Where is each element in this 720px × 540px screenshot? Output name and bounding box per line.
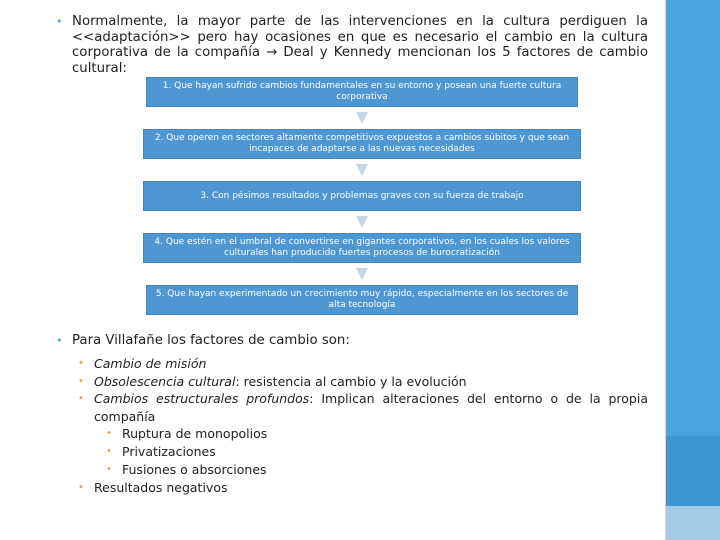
factor-text-5: 5. Que hayan experimentado un crecimiento muy rápido, especialmente en los sectores de alta tecnología (155, 289, 569, 311)
list-item-italic: Cambio de misión (94, 355, 207, 371)
bullet-dot-icon: • (78, 357, 84, 369)
villafane-heading (52, 333, 648, 349)
sub-list-item (72, 461, 648, 479)
arrow-right-icon: → (266, 45, 278, 61)
factor-box-2 (143, 129, 581, 159)
factor-box-1 (146, 77, 578, 107)
list-item-text: Resultados negativos (94, 479, 228, 495)
bullet-dot-icon: • (78, 481, 84, 493)
bullet-dot-icon: • (106, 446, 112, 458)
list-item-text: : resistencia al cambio y la evolución (235, 373, 467, 389)
down-arrow-icon (356, 112, 368, 126)
factor-box-3 (143, 181, 581, 211)
intro-paragraph (52, 14, 648, 76)
list-item (72, 390, 648, 425)
bullet-dot-icon: • (78, 375, 84, 387)
down-arrow-icon (356, 216, 368, 230)
bullet-dot-icon: • (106, 428, 112, 440)
list-item (72, 479, 648, 497)
list-item (72, 355, 648, 373)
bullet-dot-icon: • (106, 463, 112, 475)
side-bar-middle-segment (666, 436, 720, 506)
factors-flow (146, 77, 578, 315)
bullet-dot-icon: • (56, 15, 63, 28)
sub-list-item-text: Fusiones o absorciones (122, 461, 267, 477)
down-arrow-icon (356, 164, 368, 178)
factor-text-2: 2. Que operen en sectores altamente competitivos expuestos a cambios súbitos y que sean incapaces de adaptarse a las nuevas necesidades (154, 133, 570, 155)
factor-box-5 (146, 285, 578, 315)
factor-text-4: 4. Que estén en el umbral de convertirse en gigantes corporativos, en los cuales los valores culturales han producido fuertes procesos de burocratización (154, 237, 570, 259)
list-item (72, 373, 648, 391)
decorative-side-bar (666, 0, 720, 540)
side-bar-top-segment (666, 0, 720, 436)
slide-content (52, 14, 648, 496)
intro-text-part-2: Deal y Kennedy mencionan los 5 factores de cambio cultural: (72, 45, 648, 76)
sub-list-item-text: Ruptura de monopolios (122, 426, 268, 442)
down-arrow-icon (356, 268, 368, 282)
bullet-dot-icon: • (78, 393, 84, 405)
factor-text-3: 3. Con pésimos resultados y problemas graves con su fuerza de trabajo (200, 190, 524, 201)
factor-box-4 (143, 233, 581, 263)
intro-text-part-1: Normalmente, la mayor parte de las intervenciones en la cultura perdiguen la <<adaptación>> pero hay ocasiones en que es necesario el cambio en la cultura corporativa de la compañía (72, 14, 648, 61)
sub-list-item (72, 443, 648, 461)
side-bar-bottom-segment (666, 506, 720, 540)
list-item-italic: Cambios estructurales profundos (94, 391, 310, 407)
villafane-heading-text: Para Villafañe los factores de cambio son: (72, 333, 350, 349)
list-item-italic: Obsolescencia cultural (94, 373, 236, 389)
sub-list-item-text: Privatizaciones (122, 444, 216, 460)
factor-text-1: 1. Que hayan sufrido cambios fundamentales en su entorno y posean una fuerte cultura corporativa (162, 81, 562, 103)
villafane-list (72, 355, 648, 496)
list-item-text: : Implican alteraciones del entorno o de la propia compañía (94, 391, 648, 424)
bullet-dot-icon: • (56, 334, 63, 348)
sub-list-item (72, 425, 648, 443)
